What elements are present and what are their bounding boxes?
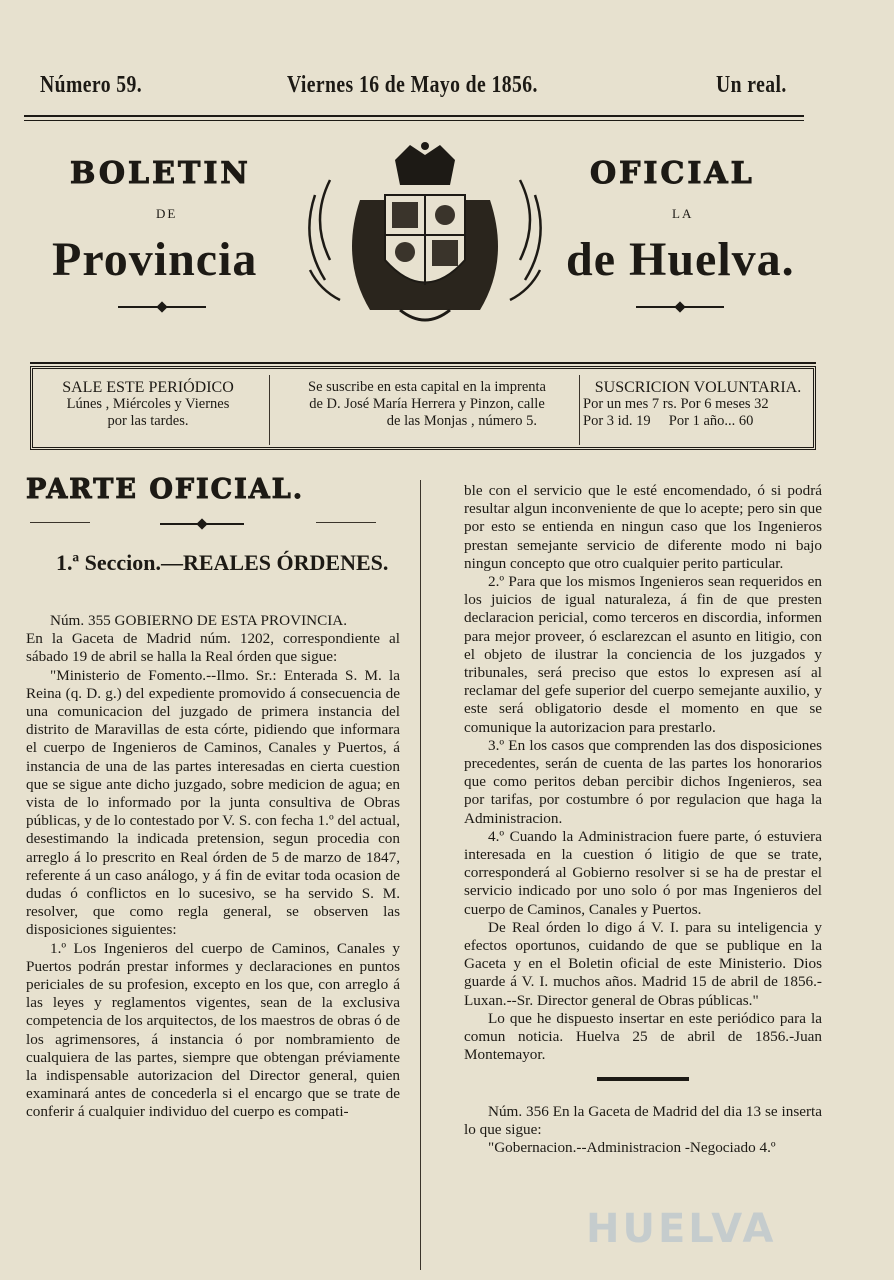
watermark-logo: HUELVA — [586, 1206, 777, 1252]
infobox-top-rule — [30, 362, 816, 364]
masthead-provincia: Provincia — [52, 233, 258, 286]
ornament-right — [636, 306, 724, 308]
infobox-middle: Se suscribe en esta capital en la imprenta de D. José María Herrera y Pinzon, calle de las Monjas , número 5. — [308, 379, 546, 429]
right-column — [464, 482, 822, 1157]
notice-number-356: Núm. 356 En la Gaceta de Madrid del dia 13 se inserta lo que sigue: — [464, 1102, 822, 1138]
top-rule-thin — [24, 120, 804, 121]
masthead-huelva: de Huelva. — [566, 233, 795, 286]
right-paragraph: ble con el servicio que le esté encomendado, ó si podrá resultar algun inconveniente de que lo acepte; pero sin que por esto se entienda en ningun caso que los Ingenieros prestan semejante servicio de diferente modo ni bajo ningun concepto que otro cualquier perito particular. — [464, 482, 822, 572]
ornament-left — [118, 306, 206, 308]
section-ornament — [160, 523, 244, 525]
section-heading: 1.ª Seccion.—REALES ÓRDENES. — [56, 550, 389, 575]
masthead-oficial: OFICIAL — [590, 156, 755, 191]
right-paragraph: "Gobernacion.--Administracion -Negociado 4.º — [488, 1138, 776, 1156]
separator-rule — [597, 1077, 689, 1081]
right-paragraph: De Real órden lo digo á V. I. para su inteligencia y efectos oportunos, cuidando de que se publique en la Gaceta y en el Boletin oficial de este Ministerio. Dios guarde á V. I. muchos años. Madrid 15 de abril de 1856.-Luxan.--Sr. Director general de Obras públicas." — [464, 918, 822, 1009]
issue-number: Número 59. — [40, 72, 143, 98]
masthead-de: DE — [156, 206, 178, 221]
notice-number-355: Núm. 355 GOBIERNO DE ESTA PROVINCIA. — [50, 612, 348, 629]
issue-date: Viernes 16 de Mayo de 1856. — [287, 72, 538, 98]
subscription-box — [30, 366, 816, 450]
right-paragraph: 3.º En los casos que comprenden las dos disposiciones precedentes, serán de cuenta de las partes los honorarios que como peritos deban percibir dichos Ingenieros, sea por tarifas, por costumbre ó por regulacion que haga la Administracion. — [464, 736, 822, 827]
column-divider — [420, 480, 421, 1270]
masthead-la: LA — [672, 206, 694, 221]
parte-oficial-heading: PARTE OFICIAL. — [26, 474, 305, 505]
issue-price: Un real. — [716, 72, 787, 98]
left-paragraph: 1.º Los Ingenieros del cuerpo de Caminos, Canales y Puertos podrán prestar informes y declaraciones en puntos periciales de su profesion, excepto en los que, con arreglo á las leyes y reglamentos vigentes, sean de la exclusiva competencia de los arquitectos, de los maestros de obras ó de los agrimensores, á instancia ó por nombramiento de cualquiera de las partes, siempre que obtengan préviamente la indispensable autorizacion del Director general, quien examinará antes de concederla si el encargo que se trate de conferir á cualquier individuo del cuerpo es compati- — [26, 939, 400, 1121]
masthead-boletin: BOLETIN — [70, 156, 251, 191]
left-paragraph: "Ministerio de Fomento.--Ilmo. Sr.: Enterada S. M. la Reina (q. D. g.) del expediente promovido á consecuencia de una comunicacion del juzgado de primera instancia del distrito de Maravillas de esta córte, pidiendo que informara el cuerpo de Ingenieros de Caminos, Canales y Puertos, á instancia de una de las partes interesadas en cierta cuestion que se sigue ante dicho juzgado, sobre medicion de agua; en vista de lo informado por la junta consultiva de Obras públicas, y de lo contestado por V. S. con fecha 1.º del actual, desestimando la indicada pretension, segun procedia con arreglo á lo prescrito en Real órden de 5 de marzo de 1847, referente á un caso análogo, y á fin de evitar toda ocasion de dudas ó conflictos en lo sucesivo, se ha servido S. M. resolver, que como regla general, se observen las disposiciones siguientes: — [26, 666, 400, 939]
right-paragraph: 2.º Para que los mismos Ingenieros sean requeridos en los juicios de igual naturaleza, á fin de que presten declaracion pericial, como terceros en discordia, informen para mejor proveer, ó esclarezcan el asunto en litigio, con el objeto de ilustrar la conciencia de los juzgados y tribunales, será preciso que estos lo expresen así al reclamar del gefe superior del cuerpo semejante auxilio, y este será obligatorio desde el momento en que se comunique la autorizacion para prestarlo. — [464, 573, 822, 736]
left-paragraph: En la Gaceta de Madrid núm. 1202, correspondiente al sábado 19 de abril se halla la Real órden que sigue: — [26, 630, 400, 666]
right-paragraph: Lo que he dispuesto insertar en este periódico para la comun noticia. Huelva 25 de abril de 1856.-Juan Montemayor. — [464, 1009, 822, 1064]
coat-of-arms-icon — [300, 140, 550, 335]
left-column — [26, 612, 400, 1122]
right-paragraph: 4.º Cuando la Administracion fuere parte, ó estuviera interesada en la cuestion ó litigio de que se trate, corresponderá al Gobierno resolver si se ha de prestar el servicio indicado por uno solo ó por mas Ingenieros del cuerpo de Caminos, Canales y Puertos. — [464, 827, 822, 918]
infobox-right: SUSCRICION VOLUNTARIA. Por un mes 7 rs. Por 6 meses 32 Por 3 id. 19 Por 1 año... 60 — [583, 379, 802, 429]
top-rule-thick — [24, 115, 804, 117]
infobox-left: SALE ESTE PERIÓDICO Lúnes , Miércoles y Viernes por las tardes. — [62, 379, 234, 429]
